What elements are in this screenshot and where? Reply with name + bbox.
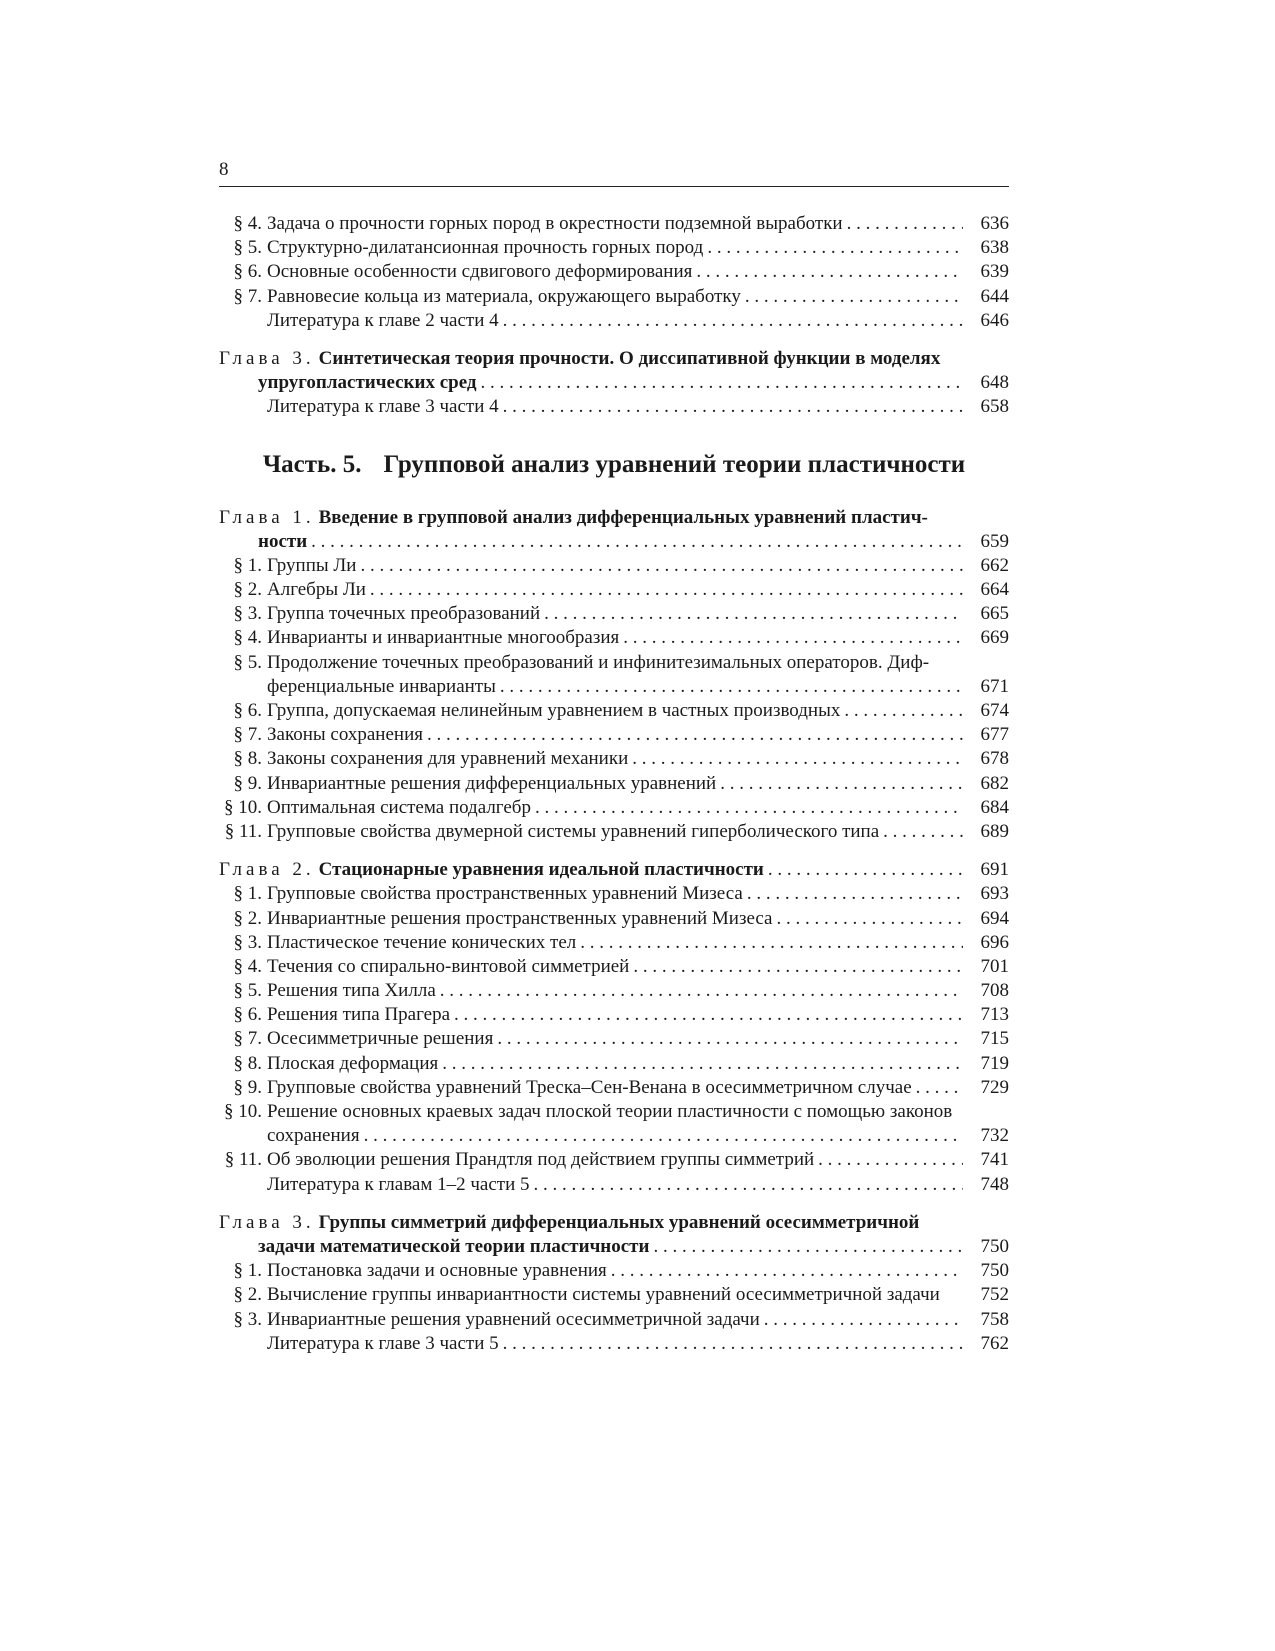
chapter-heading: [219, 1211, 1009, 1235]
toc-entry: [219, 1100, 1009, 1124]
part-heading: [219, 420, 1009, 496]
section-title: Группа, допускаемая нелинейным уравнением в частных производных: [267, 700, 841, 721]
leader-dots: [716, 772, 963, 796]
leader-dots: [703, 236, 963, 260]
page-ref: 671: [980, 675, 1009, 697]
leader-dots: [530, 1173, 963, 1197]
section-number: § 11.: [224, 820, 262, 842]
section-number: § 9.: [233, 772, 262, 794]
toc-entry: [219, 260, 1009, 284]
chapter-label: Глава 3.: [219, 1211, 315, 1233]
section-title: Вычисление группы инвариантности системы уравнений осесимметричной задачи: [267, 1284, 940, 1306]
toc-entry: [219, 1148, 1009, 1172]
page-ref: 762: [980, 1332, 1009, 1354]
section-title: Законы сохранения для уравнений механики: [267, 748, 629, 770]
toc-entry: [219, 651, 1009, 675]
leader-dots: [628, 747, 963, 771]
leader-dots: [760, 1308, 963, 1332]
toc-entry: [219, 578, 1009, 602]
section-number: § 7.: [233, 285, 262, 307]
section-title: Решение основных краевых задач плоской теории пластичности с помощью законов: [267, 1101, 953, 1122]
section-number: § 3.: [233, 1308, 262, 1330]
page-ref: 684: [980, 796, 1009, 818]
part-number: Часть. 5.: [262, 450, 362, 478]
page-ref: 741: [980, 1149, 1009, 1171]
leader-dots: [366, 578, 963, 602]
leader-dots: [843, 212, 963, 236]
leader-dots: [356, 554, 963, 578]
leader-dots: [743, 882, 963, 906]
leader-dots: [499, 1332, 963, 1356]
leader-dots: [576, 931, 963, 955]
page-ref: 664: [980, 579, 1009, 601]
section-title: Законы сохранения: [267, 724, 423, 746]
section-title: Инвариантные решения уравнений осесимметричной задачи: [267, 1308, 760, 1330]
page-ref: 713: [980, 1004, 1009, 1026]
section-number: § 3.: [233, 931, 262, 953]
section-title: Группа точечных преобразований: [267, 603, 541, 625]
section-title: Групповые свойства двумерной системы уравнений гиперболического типа: [267, 820, 880, 842]
section-number: § 8.: [233, 748, 262, 770]
chapter-1: [219, 506, 1009, 845]
toc-entry: [219, 1052, 1009, 1076]
section-number: § 7.: [233, 1028, 262, 1050]
section-title: Решения типа Прагера: [267, 1004, 451, 1026]
leader-dots: [499, 395, 963, 419]
section-number: § 5.: [233, 980, 262, 1002]
section-title: Осесимметричные решения: [267, 1028, 494, 1050]
page-ref: 750: [980, 1235, 1009, 1257]
leader-dots: [692, 260, 963, 284]
chapter-title: ности: [258, 530, 308, 552]
section-number: § 5.: [233, 651, 262, 673]
page-ref: 658: [980, 396, 1009, 418]
section-title: Алгебры Ли: [267, 579, 366, 601]
section-number: § 2.: [233, 907, 262, 929]
toc-entry: [219, 820, 1009, 844]
toc-entry: [219, 796, 1009, 820]
section-title: Группы Ли: [267, 554, 357, 576]
leader-dots: [477, 371, 964, 395]
page-ref: 750: [980, 1260, 1009, 1282]
toc-entry: [219, 747, 1009, 771]
toc-entry: [219, 1283, 1009, 1307]
page-ref: 636: [980, 213, 1009, 234]
section-title: Литература к главам 1–2 части 5: [267, 1173, 530, 1195]
page-ref: 708: [980, 980, 1009, 1002]
page-ref: 682: [980, 772, 1009, 794]
page-ref: 715: [980, 1028, 1009, 1050]
section-number: § 10.: [224, 796, 262, 818]
section-number: § 4.: [233, 213, 262, 234]
toc-entry: [219, 1027, 1009, 1051]
page-ref: 732: [980, 1125, 1009, 1147]
section-number: § 1.: [233, 554, 262, 576]
page-ref: 689: [980, 820, 1009, 842]
section-title: Об эволюции решения Прандтля под действием группы симметрий: [267, 1149, 815, 1171]
toc-entry-continued: [219, 675, 1009, 699]
leader-dots: [436, 979, 963, 1003]
chapter-title: Стационарные уравнения идеальной пластичности: [318, 859, 764, 881]
toc-entry: [219, 882, 1009, 906]
toc-entry: [219, 554, 1009, 578]
chapter-title: упругопластических сред: [258, 372, 477, 394]
section-number: § 1.: [233, 1260, 262, 1282]
chapter-title: Группы симметрий дифференциальных уравнений осесимметричной: [318, 1211, 920, 1233]
toc-entry: [219, 285, 1009, 309]
chapter-3: [219, 1211, 1009, 1356]
page-ref: 639: [980, 261, 1009, 283]
section-number: § 2.: [233, 579, 262, 601]
toc-entry: [219, 1308, 1009, 1332]
section-number: § 6.: [233, 1004, 262, 1026]
section-number: § 11.: [224, 1149, 262, 1171]
section-title: Структурно-дилатансионная прочность горных пород: [267, 237, 704, 259]
chapter-label: Глава 2.: [219, 859, 315, 881]
toc-entry: [219, 955, 1009, 979]
section-title: Литература к главе 2 части 4: [267, 309, 499, 331]
page-ref: 694: [980, 907, 1009, 929]
section-title: Инварианты и инвариантные многообразия: [267, 627, 620, 649]
section-number: § 7.: [233, 724, 262, 746]
leader-dots: [607, 1259, 963, 1283]
toc-entry: [219, 1259, 1009, 1283]
chapter-heading: [219, 506, 1009, 530]
section-number: § 10.: [224, 1101, 262, 1122]
section-number: § 3.: [233, 603, 262, 625]
page-ref: 665: [980, 603, 1009, 625]
part-title: Групповой анализ уравнений теории пластичности: [383, 450, 966, 478]
leader-dots: [540, 602, 963, 626]
leader-dots: [741, 285, 963, 309]
section-number: § 4.: [233, 627, 262, 649]
section-title: Решения типа Хилла: [267, 980, 436, 1002]
leader-dots: [814, 1148, 963, 1172]
leader-dots: [619, 626, 963, 650]
section-title: Постановка задачи и основные уравнения: [267, 1260, 607, 1282]
leader-dots: [450, 1003, 963, 1027]
chapter-title: Введение в групповой анализ дифференциальных уравнений пластич-: [318, 506, 928, 528]
leader-dots: [531, 796, 963, 820]
toc-entry: [219, 236, 1009, 260]
toc-entry: [219, 723, 1009, 747]
leader-dots: [493, 1027, 963, 1051]
section-title: Задача о прочности горных пород в окрестности подземной выработки: [267, 213, 843, 234]
page-ref: 729: [980, 1076, 1009, 1098]
toc-entry: [219, 907, 1009, 931]
page-ref: 748: [980, 1173, 1009, 1195]
section-title: сохранения: [267, 1125, 360, 1147]
toc-entry-literature: [219, 1173, 1009, 1197]
leader-dots: [438, 1052, 963, 1076]
toc-entry: [219, 626, 1009, 650]
page-ref: 701: [980, 955, 1009, 977]
section-title: Основные особенности сдвигового деформирования: [267, 261, 693, 283]
page-ref: 677: [980, 724, 1009, 746]
section-number: § 5.: [233, 237, 262, 259]
page-ref: 638: [980, 237, 1009, 259]
leader-dots: [629, 955, 963, 979]
leader-dots: [360, 1124, 963, 1148]
section-title: Групповые свойства уравнений Треска–Сен-Венана в осесимметричном случае: [267, 1076, 912, 1098]
section-title: Пластическое течение конических тел: [267, 931, 577, 953]
section-title: Течения со спирально-винтовой симметрией: [267, 955, 630, 977]
page-ref: 696: [980, 931, 1009, 953]
section-number: § 9.: [233, 1076, 262, 1098]
section-number: § 6.: [233, 700, 262, 721]
page-ref: 752: [980, 1284, 1009, 1306]
toc-entry-literature: [219, 395, 1009, 419]
leader-dots: [307, 530, 963, 554]
toc-entry: [219, 1076, 1009, 1100]
page-ref: 669: [980, 627, 1009, 649]
spacer: [219, 1197, 1009, 1211]
section-title: Плоская деформация: [267, 1052, 439, 1074]
chapter-2: [219, 858, 1009, 1197]
chapter-heading-continued: [219, 1235, 1009, 1259]
chapter-heading-continued: [219, 530, 1009, 554]
page-ref: 758: [980, 1308, 1009, 1330]
section-title: Продолжение точечных преобразований и инфинитезимальных операторов. Диф-: [267, 651, 930, 673]
page-ref: 693: [980, 883, 1009, 905]
chapter-heading-continued: [219, 371, 1009, 395]
section-title: Литература к главе 3 части 5: [267, 1332, 499, 1354]
page-ref: 662: [980, 554, 1009, 576]
toc-entry-continued: [219, 1124, 1009, 1148]
section-title: Групповые свойства пространственных уравнений Мизеса: [267, 883, 743, 905]
leader-dots: [772, 907, 963, 931]
toc-entry: [219, 699, 1009, 723]
section-number: § 8.: [233, 1052, 262, 1074]
chapter-heading: [219, 858, 1009, 882]
page-ref: 674: [980, 700, 1009, 721]
page-ref: 691: [980, 859, 1009, 881]
leader-dots: [496, 675, 963, 699]
section-title: Оптимальная система подалгебр: [267, 796, 531, 818]
page-ref: 659: [980, 530, 1009, 552]
toc-entry: [219, 772, 1009, 796]
section-title: Равновесие кольца из материала, окружающего выработку: [267, 285, 741, 307]
section-title: Литература к главе 3 части 4: [267, 396, 499, 418]
section-number: § 1.: [233, 883, 262, 905]
chapter-title: Синтетическая теория прочности. О диссипативной функции в моделях: [318, 347, 941, 369]
leader-dots: [879, 820, 963, 844]
chapter-label: Глава 3.: [219, 347, 315, 369]
toc-entry: [219, 979, 1009, 1003]
leader-dots: [423, 723, 963, 747]
spacer: [219, 844, 1009, 858]
toc-entry-literature: [219, 309, 1009, 333]
section-number: § 4.: [233, 955, 262, 977]
table-of-contents: [219, 212, 1009, 1356]
section-number: § 6.: [233, 261, 262, 283]
section-number: § 2.: [233, 1284, 262, 1306]
toc-entry-literature: [219, 1332, 1009, 1356]
toc-entry: [219, 602, 1009, 626]
leader-dots: [912, 1076, 963, 1100]
leader-dots: [649, 1235, 963, 1259]
toc-entry: [219, 212, 1009, 236]
page-ref: 678: [980, 748, 1009, 770]
leader-dots: [840, 699, 963, 723]
chapter-label: Глава 1.: [219, 506, 315, 528]
spacer: [219, 333, 1009, 347]
section-title: Инвариантные решения пространственных уравнений Мизеса: [267, 907, 773, 929]
toc-entry: [219, 1003, 1009, 1027]
section-title: Инвариантные решения дифференциальных уравнений: [267, 772, 717, 794]
page-ref: 646: [980, 309, 1009, 331]
toc-entry: [219, 931, 1009, 955]
page-ref: 719: [980, 1052, 1009, 1074]
page-ref: 644: [980, 285, 1009, 307]
section-title: ференциальные инварианты: [267, 675, 496, 697]
page-ref: 648: [980, 372, 1009, 394]
chapter-title: задачи математической теории пластичности: [258, 1235, 650, 1257]
page-number: 8: [219, 159, 229, 180]
leader-dots: [499, 309, 963, 333]
header-rule: [219, 186, 1009, 187]
leader-dots: [764, 858, 963, 882]
chapter-heading: [219, 347, 1009, 371]
